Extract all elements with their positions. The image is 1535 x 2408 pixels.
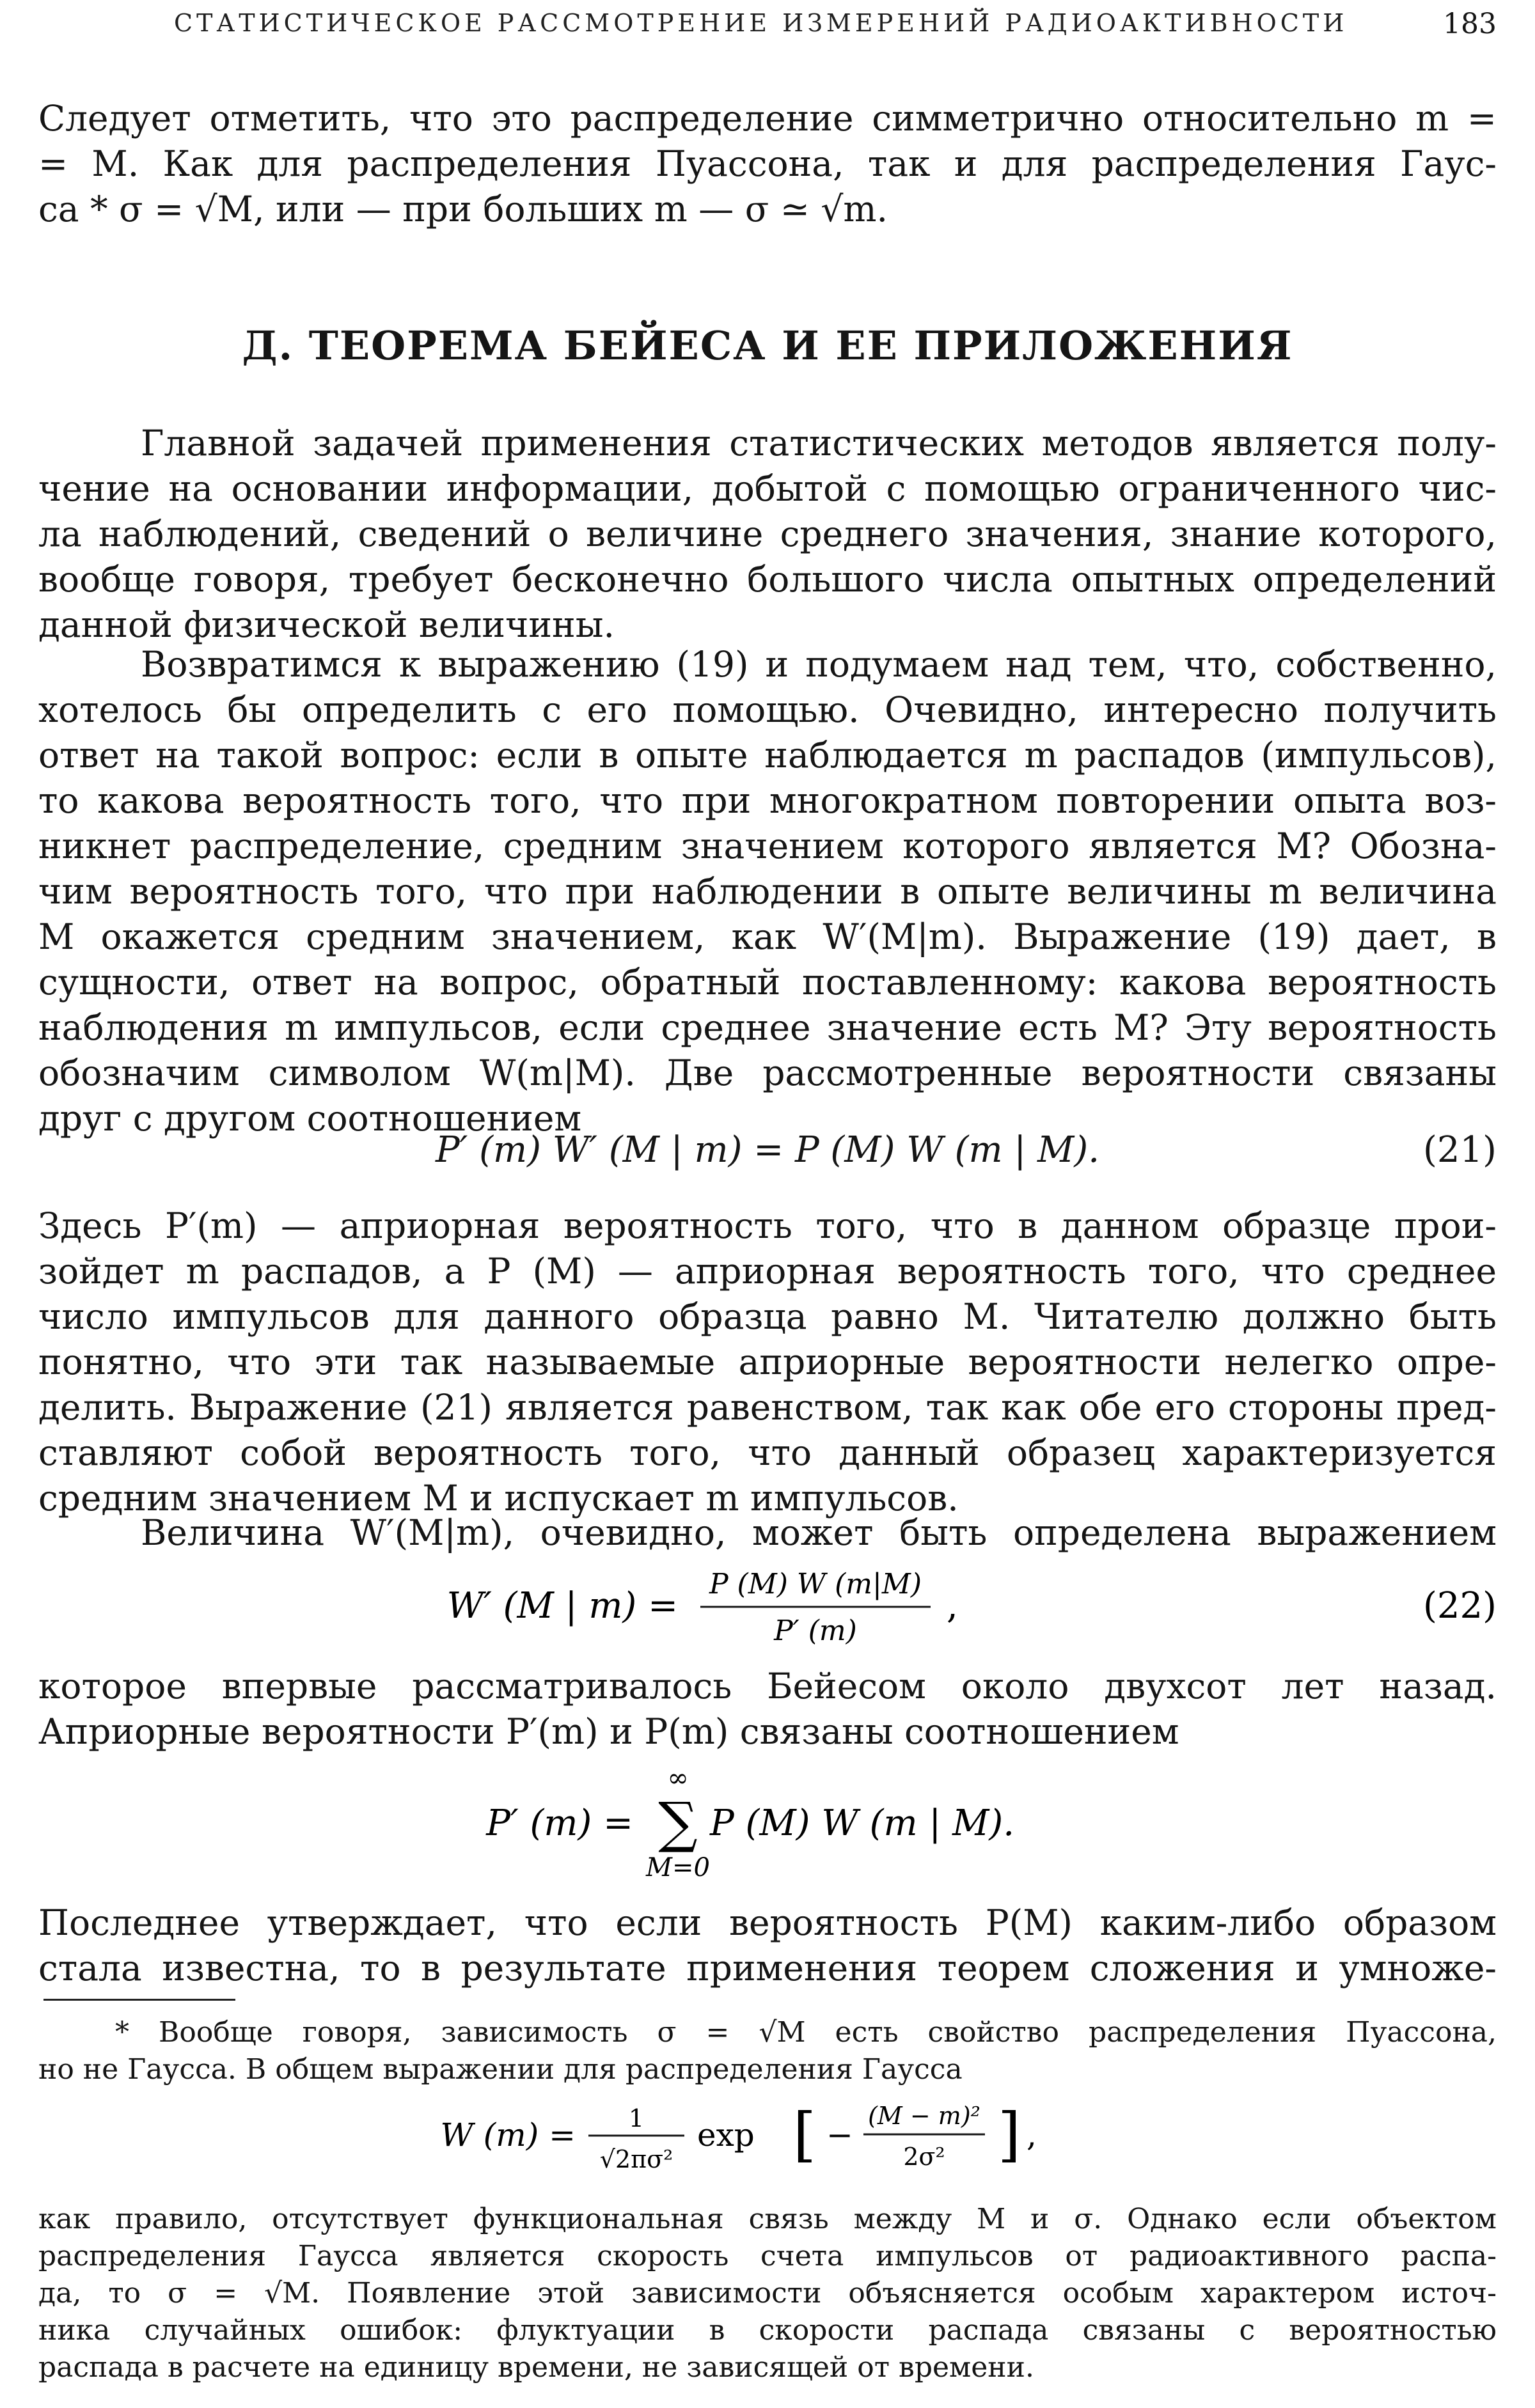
footnote-line: распада в расчете на единицу времени, не зависящей от времени. bbox=[38, 2351, 1034, 2384]
intro-line: = M. Как для распределения Пуассона, так и для распределения Гаус- bbox=[38, 143, 1497, 184]
equation-sum bbox=[38, 1760, 1497, 1888]
exp-function: exp bbox=[697, 2116, 755, 2154]
paragraph-line: никнет распределение, средним значением которого является M? Обозна- bbox=[38, 825, 1497, 866]
paragraph-line: понятно, что эти так называемые априорные вероятности нелегко опре- bbox=[38, 1341, 1497, 1382]
footnote-formula-numerator: 1 bbox=[628, 2104, 645, 2132]
paragraph-line: обозначим символом W(m|M). Две рассмотренные вероятности связаны bbox=[38, 1052, 1497, 1093]
equation-sum-lhs: P′ (m) = bbox=[486, 1802, 633, 1844]
footnote-line: ника случайных ошибок: флуктуации в скорости распада связаны с вероятностью bbox=[38, 2314, 1497, 2347]
sum-upper-limit: ∞ bbox=[667, 1763, 689, 1793]
paragraph-line: данной физической величины. bbox=[38, 604, 615, 645]
paragraph-line: делить. Выражение (21) является равенством, так как обе его стороны пред- bbox=[38, 1387, 1497, 1428]
paragraph-line: стала известна, то в результате применения теорем сложения и умноже- bbox=[38, 1948, 1497, 1989]
footnote-rule bbox=[43, 1999, 235, 2001]
comma: , bbox=[1027, 2116, 1037, 2154]
paragraph-line: чение на основании информации, добытой с помощью ограниченного чис- bbox=[38, 468, 1497, 509]
paragraph-line: M окажется средним значением, как W′(M|m). Выражение (19) дает, в bbox=[38, 916, 1497, 957]
running-title: СТАТИСТИЧЕСКОЕ РАССМОТРЕНИЕ ИЗМЕРЕНИЙ РАДИОАКТИВНОСТИ bbox=[174, 9, 1348, 37]
inner-numerator: (M − m)² bbox=[868, 2102, 980, 2130]
page-number: 183 bbox=[1443, 8, 1497, 40]
page-header bbox=[38, 9, 1497, 47]
paragraph-line: друг с другом соотношением bbox=[38, 1098, 582, 1139]
paragraph-line: число импульсов для данного образца равно M. Читателю должно быть bbox=[38, 1296, 1497, 1337]
paragraph-line: зойдет m распадов, а P (M) — априорная вероятность того, что среднее bbox=[38, 1251, 1497, 1292]
right-bracket: ] bbox=[998, 2100, 1021, 2169]
sum-lower-limit: M=0 bbox=[646, 1853, 710, 1882]
intro-line: са * σ = √M, или — при больших m — σ ≃ √m. bbox=[38, 189, 888, 230]
paragraph-line: вообще говоря, требует бесконечно большого числа опытных определений bbox=[38, 559, 1497, 600]
paragraph-line: чим вероятность того, что при наблюдении в опыте величины m величина bbox=[38, 871, 1497, 912]
equation-22-numerator: P (M) W (m|M) bbox=[709, 1568, 922, 1600]
paragraph-line: ла наблюдений, сведений о величине среднего значения, знание которого, bbox=[38, 513, 1497, 554]
paragraph-line: ответ на такой вопрос: если в опыте наблюдается m распадов (импульсов), bbox=[38, 735, 1497, 776]
paragraph-line: хотелось бы определить с его помощью. Очевидно, интересно получить bbox=[38, 689, 1497, 730]
equation-22 bbox=[38, 1554, 1497, 1662]
paragraph-line: Здесь P′(m) — априорная вероятность того, что в данном образце прои- bbox=[38, 1205, 1497, 1246]
equation-sum-rhs: P (M) W (m | M). bbox=[710, 1802, 1015, 1844]
intro-line: Следует отметить, что это распределение симметрично относительно m = bbox=[38, 98, 1497, 139]
footnote-line: * Вообще говоря, зависимость σ = √M есть свойство распределения Пуассона, bbox=[115, 2016, 1497, 2049]
comma: , bbox=[947, 1585, 958, 1627]
left-bracket: [ bbox=[793, 2100, 816, 2169]
sum-symbol: ∑ bbox=[658, 1791, 698, 1855]
paragraph-line: Априорные вероятности P′(m) и P(m) связаны соотношением bbox=[38, 1711, 1179, 1752]
paragraph-line: Главной задачей применения статистических методов является полу- bbox=[141, 423, 1497, 464]
paragraph-line: средним значением M и испускает m импульсов. bbox=[38, 1478, 959, 1519]
book-page bbox=[38, 0, 1497, 2408]
equation-22-number: (22) bbox=[1423, 1585, 1497, 1627]
paragraph-line: Возвратимся к выражению (19) и подумаем над тем, что, собственно, bbox=[141, 644, 1497, 685]
equation-22-lhs: W′ (M | m) = bbox=[446, 1585, 678, 1627]
paragraph-line: наблюдения m импульсов, если среднее значение есть M? Эту вероятность bbox=[38, 1007, 1497, 1048]
footnote-formula-denominator: √2πσ² bbox=[599, 2145, 673, 2173]
paragraph-line: сущности, ответ на вопрос, обратный поставленному: какова вероятность bbox=[38, 962, 1497, 1003]
section-title: Д. ТЕОРЕМА БЕЙЕСА И ЕЕ ПРИЛОЖЕНИЯ bbox=[242, 322, 1293, 369]
paragraph-line: то какова вероятность того, что при многократном повторении опыта воз- bbox=[38, 780, 1497, 821]
minus-sign: − bbox=[826, 2116, 853, 2154]
equation-21: P′ (m) W′ (M | m) = P (M) W (m | M). bbox=[435, 1129, 1100, 1171]
footnote-line: да, то σ = √M. Появление этой зависимости объясняется особым характером источ- bbox=[38, 2277, 1497, 2310]
footnote-line: распределения Гаусса является скорость счета импульсов от радиоактивного распа- bbox=[38, 2240, 1497, 2272]
paragraph-line: которое впервые рассматривалось Бейесом около двухсот лет назад. bbox=[38, 1666, 1497, 1707]
equation-22-denominator: P′ (m) bbox=[774, 1614, 857, 1647]
footnote-line: но не Гаусса. В общем выражении для распределения Гаусса bbox=[38, 2053, 963, 2086]
paragraph-line: Последнее утверждает, что если вероятность P(M) каким-либо образом bbox=[38, 1902, 1497, 1943]
paragraph-line: ставляют собой вероятность того, что данный образец характеризуется bbox=[38, 1432, 1497, 1473]
inner-denominator: 2σ² bbox=[903, 2143, 945, 2171]
footnote-formula-lhs: W (m) = bbox=[440, 2116, 576, 2154]
footnote-formula bbox=[38, 2096, 1497, 2192]
footnote-line: как правило, отсутствует функциональная связь между M и σ. Однако если объектом bbox=[38, 2203, 1497, 2235]
equation-21-number: (21) bbox=[1423, 1129, 1497, 1171]
paragraph-line: Величина W′(M|m), очевидно, может быть определена выражением bbox=[141, 1512, 1497, 1553]
